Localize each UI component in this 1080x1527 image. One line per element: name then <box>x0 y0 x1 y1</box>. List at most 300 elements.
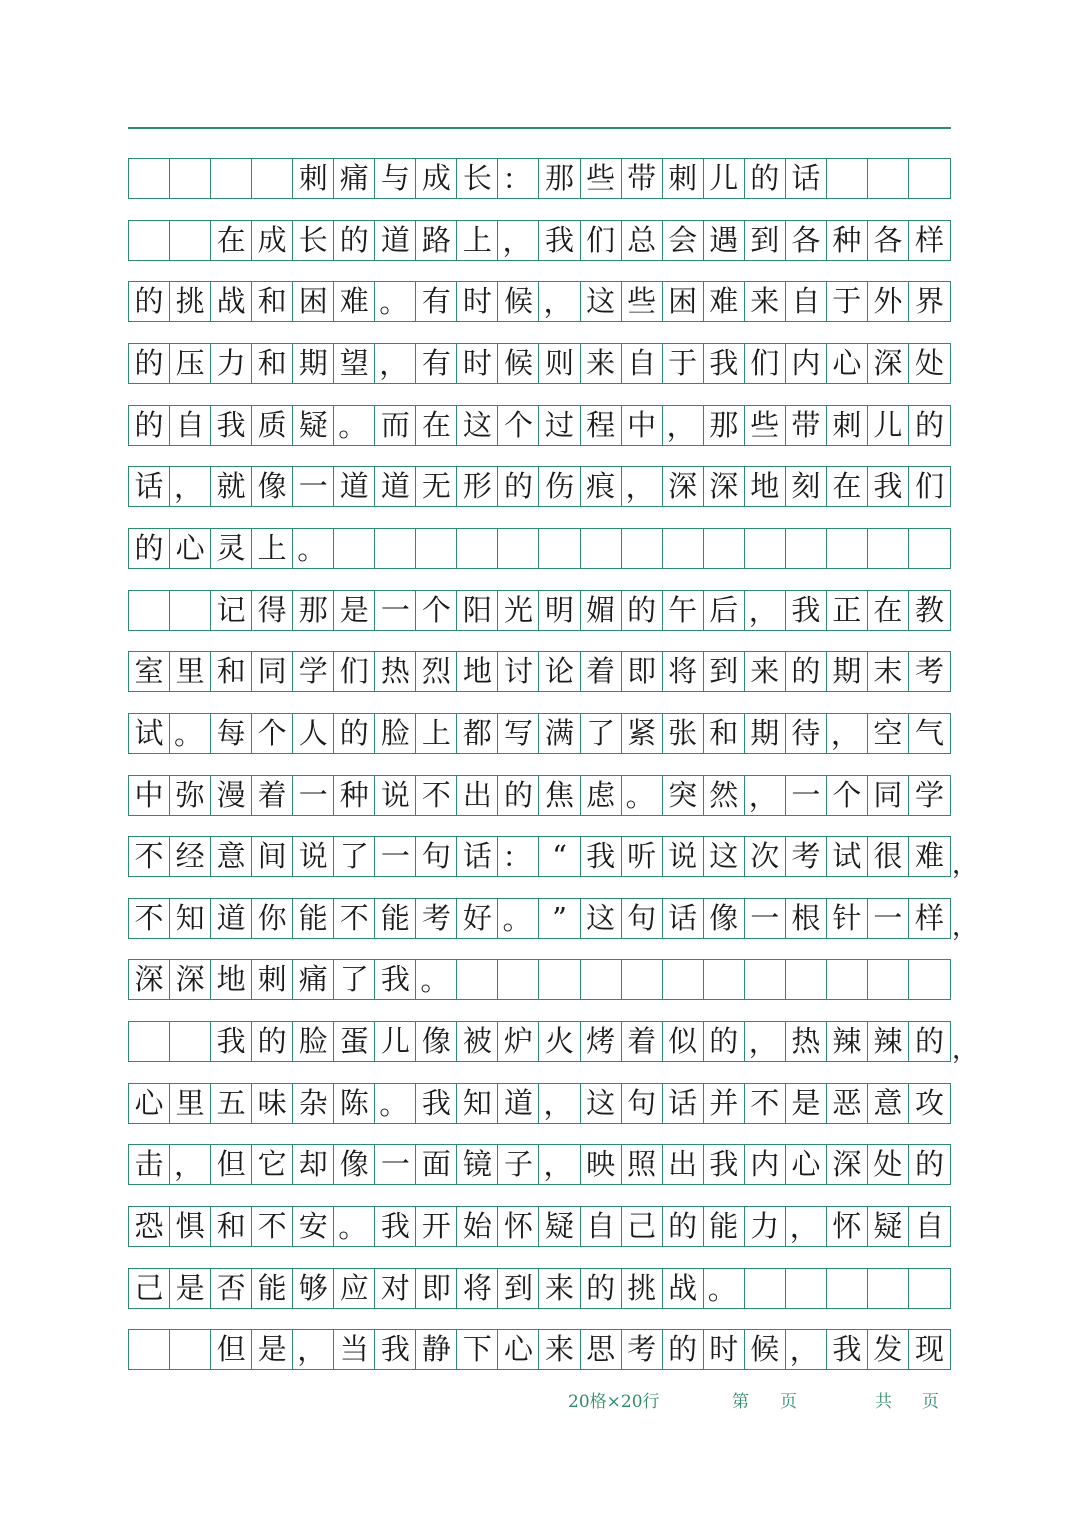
grid-cell <box>827 159 868 198</box>
grid-cell <box>827 1269 868 1308</box>
grid-cell: 心 <box>129 1084 170 1123</box>
page-label-prefix: 第 <box>732 1392 749 1412</box>
grid-cell <box>581 960 622 999</box>
grid-row <box>128 1206 951 1247</box>
grid-cell <box>170 591 211 630</box>
grid-cell: 惧 <box>170 1207 211 1246</box>
grid-cell: 记 <box>211 591 252 630</box>
grid-cell: 突 <box>663 776 704 815</box>
grid-cell: 针 <box>827 899 868 938</box>
grid-cell: ， <box>622 467 663 506</box>
grid-cell <box>498 960 539 999</box>
grid-cell: 心 <box>827 344 868 383</box>
grid-cell: 了 <box>334 960 375 999</box>
grid-cell: 并 <box>704 1084 745 1123</box>
grid-cell: 无 <box>416 467 457 506</box>
grid-cell: 。 <box>498 899 539 938</box>
grid-cell: 来 <box>539 1330 580 1369</box>
grid-row <box>128 1083 951 1124</box>
grid-cell: 来 <box>581 344 622 383</box>
grid-cell: 阳 <box>457 591 498 630</box>
grid-cell: ， <box>663 406 704 445</box>
grid-cell: 意 <box>211 837 252 876</box>
grid-cell: 道 <box>375 467 416 506</box>
grid-cell: 知 <box>457 1084 498 1123</box>
grid-cell: 。 <box>416 960 457 999</box>
grid-cell: 和 <box>704 714 745 753</box>
grid-cell: 你 <box>252 899 293 938</box>
grid-cell: 疑 <box>868 1207 909 1246</box>
grid-cell: 考 <box>786 837 827 876</box>
grid-cell: 们 <box>581 221 622 260</box>
grid-cell: 现 <box>914 1332 944 1367</box>
grid-cell: 后 <box>704 591 745 630</box>
grid-cell: 满 <box>539 714 580 753</box>
grid-cell: 灵 <box>211 529 252 568</box>
grid-cell: 个 <box>416 591 457 630</box>
grid-row <box>128 651 951 692</box>
grid-cell: 紧 <box>622 714 663 753</box>
grid-row <box>128 466 951 507</box>
grid-cell: 了 <box>334 837 375 876</box>
grid-cell: 的 <box>745 159 786 198</box>
grid-cell: 漫 <box>211 776 252 815</box>
grid-cell: 即 <box>622 652 663 691</box>
grid-cell: 我 <box>375 1207 416 1246</box>
grid-cell: 好 <box>457 899 498 938</box>
grid-cell: 那 <box>293 591 334 630</box>
grid-cell: 来 <box>539 1269 580 1308</box>
grid-cell <box>868 1269 909 1308</box>
grid-cell: 刺 <box>663 159 704 198</box>
grid-cell: 炉 <box>498 1022 539 1061</box>
grid-cell: 每 <box>211 714 252 753</box>
grid-cell: 到 <box>498 1269 539 1308</box>
grid-cell: 与 <box>375 159 416 198</box>
grid-cell: 恐 <box>129 1207 170 1246</box>
grid-cell: 疑 <box>293 406 334 445</box>
grid-cell: 在 <box>211 221 252 260</box>
grid-cell: 深 <box>827 1145 868 1184</box>
grid-cell: 力 <box>211 344 252 383</box>
grid-row <box>128 713 951 754</box>
grid-cell: 质 <box>252 406 293 445</box>
grid-cell: 里 <box>170 1084 211 1123</box>
grid-cell: 的 <box>498 467 539 506</box>
grid-cell: 是 <box>334 591 375 630</box>
grid-cell: 正 <box>827 591 868 630</box>
grid-cell: 都 <box>457 714 498 753</box>
grid-cell: 样 <box>914 222 944 257</box>
grid-cell: 内 <box>786 344 827 383</box>
grid-cell: 面 <box>416 1145 457 1184</box>
grid-cell: 被 <box>457 1022 498 1061</box>
grid-cell: 中 <box>129 776 170 815</box>
grid-cell: 候 <box>745 1330 786 1369</box>
grid-cell <box>827 529 868 568</box>
grid-cell: 击 <box>129 1145 170 1184</box>
grid-cell: 于 <box>827 282 868 321</box>
grid-cell: 的 <box>498 776 539 815</box>
grid-cell: 的 <box>704 1022 745 1061</box>
grid-cell: 伤 <box>539 467 580 506</box>
grid-cell <box>868 159 909 198</box>
grid-cell: 始 <box>457 1207 498 1246</box>
page-footer <box>0 1387 1080 1415</box>
grid-cell: 我 <box>704 1145 745 1184</box>
grid-cell: 于 <box>663 344 704 383</box>
grid-cell: 这 <box>457 406 498 445</box>
grid-cell: 过 <box>539 406 580 445</box>
grid-cell: 成 <box>252 221 293 260</box>
grid-cell: 的 <box>663 1207 704 1246</box>
grid-cell: 自 <box>170 406 211 445</box>
grid-cell: 不 <box>252 1207 293 1246</box>
grid-cell: 战 <box>211 282 252 321</box>
overflow-punctuation: ， <box>952 911 979 942</box>
grid-cell: ， <box>745 591 786 630</box>
grid-cell <box>539 960 580 999</box>
grid-cell: 同 <box>252 652 293 691</box>
grid-cell <box>622 960 663 999</box>
grid-cell: 们 <box>914 469 944 504</box>
grid-cell <box>129 221 170 260</box>
grid-cell: 带 <box>622 159 663 198</box>
grid-cell: 的 <box>663 1330 704 1369</box>
grid-cell: 自 <box>622 344 663 383</box>
grid-cell: 各 <box>786 221 827 260</box>
grid-cell: 个 <box>827 776 868 815</box>
grid-cell: 怀 <box>827 1207 868 1246</box>
grid-cell: 是 <box>786 1084 827 1123</box>
grid-cell: 的 <box>581 1269 622 1308</box>
grid-cell: 候 <box>498 282 539 321</box>
grid-cell: 人 <box>293 714 334 753</box>
grid-cell: 但 <box>211 1145 252 1184</box>
grid-cell: 出 <box>663 1145 704 1184</box>
grid-cell: 痕 <box>581 467 622 506</box>
grid-cell: 我 <box>375 1330 416 1369</box>
grid-cell: 到 <box>704 652 745 691</box>
grid-cell: 间 <box>252 837 293 876</box>
grid-cell <box>498 529 539 568</box>
grid-cell: ， <box>539 1145 580 1184</box>
grid-cell: 焦 <box>539 776 580 815</box>
grid-cell: 地 <box>457 652 498 691</box>
grid-cell: 句 <box>622 899 663 938</box>
grid-cell <box>622 529 663 568</box>
grid-cell <box>868 529 909 568</box>
grid-cell: 五 <box>211 1084 252 1123</box>
grid-cell: 陈 <box>334 1084 375 1123</box>
grid-cell: 痛 <box>293 960 334 999</box>
grid-cell: 挑 <box>622 1269 663 1308</box>
grid-cell <box>868 960 909 999</box>
grid-cell: 力 <box>745 1207 786 1246</box>
grid-cell: 意 <box>868 1084 909 1123</box>
grid-cell: 话 <box>786 159 827 198</box>
grid-cell: 时 <box>457 282 498 321</box>
grid-cell: 心 <box>786 1145 827 1184</box>
grid-cell: 期 <box>827 652 868 691</box>
grid-cell: 压 <box>170 344 211 383</box>
grid-cell: 程 <box>581 406 622 445</box>
grid-cell: ： <box>498 159 539 198</box>
grid-cell: 个 <box>252 714 293 753</box>
grid-cell: 们 <box>334 652 375 691</box>
grid-cell <box>909 529 950 568</box>
grid-cell: 。 <box>704 1269 745 1308</box>
grid-cell: 它 <box>252 1145 293 1184</box>
grid-cell: 像 <box>252 467 293 506</box>
grid-cell: 话 <box>663 899 704 938</box>
page-label-suffix: 页 <box>780 1392 797 1412</box>
grid-cell: 时 <box>704 1330 745 1369</box>
grid-cell: 一 <box>293 776 334 815</box>
grid-row <box>128 1268 951 1309</box>
grid-cell: 刻 <box>786 467 827 506</box>
grid-cell <box>416 529 457 568</box>
grid-cell: ， <box>498 221 539 260</box>
grid-cell: 一 <box>745 899 786 938</box>
grid-cell: 则 <box>539 344 580 383</box>
grid-cell: 。 <box>375 282 416 321</box>
grid-cell <box>457 960 498 999</box>
grid-cell: 开 <box>416 1207 457 1246</box>
grid-cell: 的 <box>914 1147 944 1182</box>
grid-cell: 很 <box>868 837 909 876</box>
grid-cell: 和 <box>211 652 252 691</box>
grid-cell: 深 <box>129 960 170 999</box>
grid-cell <box>827 960 868 999</box>
grid-cell <box>539 529 580 568</box>
grid-cell: 的 <box>786 652 827 691</box>
grid-cell: 是 <box>170 1269 211 1308</box>
grid-row <box>128 1144 951 1185</box>
grid-cell: 脸 <box>293 1022 334 1061</box>
grid-cell <box>745 960 786 999</box>
grid-cell: 地 <box>211 960 252 999</box>
grid-cell: 能 <box>252 1269 293 1308</box>
grid-cell: 即 <box>416 1269 457 1308</box>
grid-cell: 弥 <box>170 776 211 815</box>
grid-cell: 映 <box>581 1145 622 1184</box>
grid-cell: 深 <box>663 467 704 506</box>
grid-row <box>128 343 951 384</box>
grid-cell: 论 <box>539 652 580 691</box>
grid-cell: 同 <box>868 776 909 815</box>
grid-cell: 我 <box>868 467 909 506</box>
grid-cell: 像 <box>416 1022 457 1061</box>
grid-cell: 根 <box>786 899 827 938</box>
overflow-punctuation: ， <box>952 850 979 881</box>
grid-cell: 长 <box>293 221 334 260</box>
grid-cell: 的 <box>129 282 170 321</box>
grid-cell: 难 <box>704 282 745 321</box>
grid-cell: 疑 <box>539 1207 580 1246</box>
grid-cell: 望 <box>334 344 375 383</box>
grid-cell <box>786 529 827 568</box>
grid-cell: 光 <box>498 591 539 630</box>
grid-cell: 时 <box>457 344 498 383</box>
grid-cell: 样 <box>914 900 944 935</box>
grid-cell: 知 <box>170 899 211 938</box>
grid-cell: 室 <box>129 652 170 691</box>
grid-cell <box>745 1269 786 1308</box>
grid-cell: 到 <box>745 221 786 260</box>
grid-cell: 将 <box>457 1269 498 1308</box>
grid-cell: 们 <box>745 344 786 383</box>
grid-cell <box>129 1330 170 1369</box>
grid-cell: 是 <box>252 1330 293 1369</box>
grid-cell: 会 <box>663 221 704 260</box>
grid-cell <box>663 529 704 568</box>
grid-cell: 明 <box>539 591 580 630</box>
grid-cell: 怀 <box>498 1207 539 1246</box>
grid-cell: 听 <box>622 837 663 876</box>
grid-cell <box>909 1269 950 1308</box>
grid-cell: 写 <box>498 714 539 753</box>
grid-cell: 而 <box>375 406 416 445</box>
grid-cell: 那 <box>539 159 580 198</box>
grid-cell: 一 <box>375 591 416 630</box>
grid-cell: 中 <box>622 406 663 445</box>
grid-cell <box>786 960 827 999</box>
grid-cell: 儿 <box>375 1022 416 1061</box>
grid-cell: 思 <box>581 1330 622 1369</box>
grid-cell: 自 <box>581 1207 622 1246</box>
grid-cell: 然 <box>704 776 745 815</box>
grid-cell: 镜 <box>457 1145 498 1184</box>
grid-cell: 就 <box>211 467 252 506</box>
grid-cell: 上 <box>457 221 498 260</box>
grid-cell: 的 <box>914 407 944 442</box>
grid-cell: 有 <box>416 344 457 383</box>
grid-cell: 来 <box>745 652 786 691</box>
grid-cell: 遇 <box>704 221 745 260</box>
grid-cell: 。 <box>622 776 663 815</box>
grid-cell: 刺 <box>293 159 334 198</box>
grid-cell: 深 <box>170 960 211 999</box>
grid-cell: 脸 <box>375 714 416 753</box>
grid-cell <box>129 159 170 198</box>
grid-cell: 着 <box>622 1022 663 1061</box>
grid-cell: 末 <box>868 652 909 691</box>
grid-cell: 儿 <box>868 406 909 445</box>
grid-cell: 媚 <box>581 591 622 630</box>
grid-cell <box>704 960 745 999</box>
grid-cell: 来 <box>745 282 786 321</box>
grid-row <box>128 775 951 816</box>
grid-cell: 烈 <box>416 652 457 691</box>
grid-cell: 说 <box>375 776 416 815</box>
grid-cell: 句 <box>622 1084 663 1123</box>
grid-cell: 这 <box>581 899 622 938</box>
grid-cell: 午 <box>663 591 704 630</box>
grid-cell: 下 <box>457 1330 498 1369</box>
grid-cell: 能 <box>375 899 416 938</box>
grid-cell: 这 <box>704 837 745 876</box>
grid-cell: 不 <box>129 899 170 938</box>
grid-cell: 教 <box>914 592 944 627</box>
grid-cell: 对 <box>375 1269 416 1308</box>
grid-cell: 像 <box>704 899 745 938</box>
grid-cell <box>909 960 950 999</box>
grid-cell: 路 <box>416 221 457 260</box>
grid-cell: 刺 <box>252 960 293 999</box>
grid-cell: ， <box>170 1145 211 1184</box>
grid-cell: 静 <box>416 1330 457 1369</box>
grid-cell: 照 <box>622 1145 663 1184</box>
grid-cell: ， <box>539 282 580 321</box>
grid-cell: 我 <box>827 1330 868 1369</box>
grid-cell: 痛 <box>334 159 375 198</box>
grid-cell: 不 <box>745 1084 786 1123</box>
grid-cell: 蛋 <box>334 1022 375 1061</box>
grid-cell: 难 <box>334 282 375 321</box>
grid-cell: 味 <box>252 1084 293 1123</box>
grid-cell <box>170 221 211 260</box>
grid-cell <box>663 960 704 999</box>
grid-cell: 在 <box>827 467 868 506</box>
grid-row <box>128 1021 951 1062</box>
grid-cell: 热 <box>375 652 416 691</box>
grid-cell: 的 <box>334 221 375 260</box>
grid-cell: 期 <box>293 344 334 383</box>
grid-cell: 在 <box>416 406 457 445</box>
grid-row <box>128 405 951 446</box>
grid-cell: 道 <box>375 221 416 260</box>
grid-cell <box>252 159 293 198</box>
grid-cell: 外 <box>868 282 909 321</box>
grid-cell: ， <box>786 1330 827 1369</box>
grid-row <box>128 959 951 1000</box>
total-label-prefix: 共 <box>875 1392 892 1412</box>
grid-cell: ， <box>293 1330 334 1369</box>
grid-cell: 安 <box>293 1207 334 1246</box>
grid-cell: 和 <box>211 1207 252 1246</box>
grid-cell: 考 <box>416 899 457 938</box>
grid-cell: 些 <box>622 282 663 321</box>
grid-cell: 我 <box>416 1084 457 1123</box>
grid-cell: 处 <box>868 1145 909 1184</box>
grid-cell: 考 <box>622 1330 663 1369</box>
grid-cell: ” <box>539 899 580 938</box>
grid-cell: 似 <box>663 1022 704 1061</box>
grid-cell <box>704 529 745 568</box>
grid-cell: 说 <box>663 837 704 876</box>
grid-info: 20格×20行 <box>568 1392 660 1412</box>
grid-cell: 成 <box>416 159 457 198</box>
grid-cell: 学 <box>914 777 944 812</box>
grid-cell <box>457 529 498 568</box>
grid-cell <box>334 529 375 568</box>
grid-cell: 了 <box>581 714 622 753</box>
grid-cell: 道 <box>334 467 375 506</box>
grid-cell: 着 <box>581 652 622 691</box>
grid-cell: 各 <box>868 221 909 260</box>
grid-cell: 难 <box>914 839 944 874</box>
grid-cell: ， <box>827 714 868 753</box>
grid-cell: 考 <box>914 654 944 689</box>
grid-cell: 带 <box>786 406 827 445</box>
grid-cell: ， <box>375 344 416 383</box>
grid-cell: 自 <box>914 1209 944 1244</box>
grid-cell: 着 <box>252 776 293 815</box>
grid-cell: 内 <box>745 1145 786 1184</box>
grid-cell: 出 <box>457 776 498 815</box>
grid-cell: 但 <box>211 1330 252 1369</box>
